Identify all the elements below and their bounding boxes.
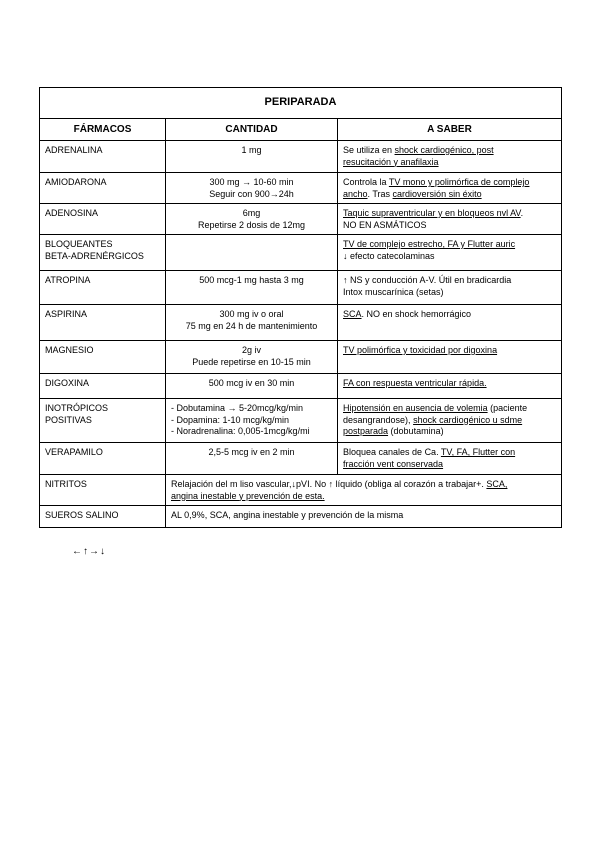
drug-name: ATROPINA <box>45 275 91 285</box>
amount-cell <box>166 374 338 399</box>
info-cell <box>338 341 562 374</box>
drug-name: VERAPAMILO <box>45 447 103 457</box>
info-text: Relajación del m liso vascular,↓pVI. No ↑ líquido (obliga al corazón a trabajar+. <box>171 479 487 489</box>
table-row <box>40 235 562 271</box>
info-line <box>343 459 556 471</box>
drug-cell <box>40 204 166 235</box>
info-line <box>343 287 556 299</box>
info-text: NO EN ASMÁTICOS <box>343 219 427 230</box>
info-text: cardioversión sin éxito <box>392 188 482 199</box>
info-cell <box>338 443 562 475</box>
amount-text: Puede repetirse en 10-15 min <box>192 356 311 367</box>
drug-name: MAGNESIO <box>45 345 94 355</box>
drug-name: POSITIVAS <box>45 414 92 425</box>
drug-cell <box>40 443 166 475</box>
header-cantidad: CANTIDAD <box>166 119 338 141</box>
info-cell <box>338 271 562 305</box>
info-line <box>343 345 556 357</box>
info-line <box>343 447 556 459</box>
amount-cell <box>166 341 338 374</box>
table-row <box>40 475 562 506</box>
amount-cell <box>166 271 338 305</box>
periparada-table <box>39 87 562 528</box>
info-cell <box>338 173 562 204</box>
info-line <box>343 208 556 220</box>
info-line <box>343 251 556 263</box>
drug-name: ADRENALINA <box>45 145 103 155</box>
description-cell <box>166 475 562 506</box>
table-row <box>40 399 562 443</box>
drug-cell <box>40 399 166 443</box>
info-text: Taquic supraventricular y en bloqueos nvl AV <box>343 208 521 218</box>
amount-cell <box>166 204 338 235</box>
info-text: Controla la <box>343 177 389 187</box>
amount-text: 300 mg → 10-60 min <box>209 177 294 187</box>
info-text: ↑ NS y conducción A-V. Útil en bradicardia <box>343 275 512 285</box>
table-row <box>40 341 562 374</box>
info-cell <box>338 399 562 443</box>
header-farmacos: FÁRMACOS <box>40 119 166 141</box>
amount-text: 500 mcg-1 mg hasta 3 mg <box>199 275 304 285</box>
info-line <box>171 510 556 522</box>
header-a-saber: A SABER <box>338 119 562 141</box>
drug-cell <box>40 235 166 271</box>
drug-name: INOTRÓPICOS <box>45 403 109 413</box>
drug-name: DIGOXINA <box>45 378 90 388</box>
table-row <box>40 141 562 173</box>
table-body <box>40 141 562 528</box>
amount-text: 500 mcg iv en 30 min <box>208 378 295 388</box>
info-cell <box>338 235 562 271</box>
drug-cell <box>40 506 166 528</box>
info-text: TV mono y polimórfica de complejo <box>388 177 530 187</box>
drug-name: SUEROS SALINO <box>45 510 119 520</box>
info-text: (dobutamina) <box>388 426 444 436</box>
info-text: resucitación y anafilaxia <box>343 156 439 167</box>
info-text: fracción vent conservada <box>343 458 444 469</box>
info-text: FA con respuesta ventricular rápida. <box>343 378 487 388</box>
drug-cell <box>40 374 166 399</box>
amount-text: - Dopamina: 1-10 mcg/kg/min <box>171 414 290 425</box>
info-text: Hipotensión en ausencia de volemia <box>343 403 488 413</box>
table-row <box>40 443 562 475</box>
drug-cell <box>40 475 166 506</box>
drug-cell <box>40 141 166 173</box>
info-line <box>343 177 556 189</box>
drug-name: NITRITOS <box>45 479 87 489</box>
amount-text: 300 mg iv o oral <box>219 309 284 319</box>
info-cell <box>338 374 562 399</box>
amount-text: 75 mg en 24 h de mantenimiento <box>185 320 318 331</box>
info-text: shock cardiogénico u sdme <box>413 414 523 425</box>
table-row <box>40 271 562 305</box>
info-text: Intox muscarínica (setas) <box>343 286 444 297</box>
info-line <box>343 426 556 438</box>
amount-cell <box>166 173 338 204</box>
drug-cell <box>40 271 166 305</box>
info-text: TV, FA, Flutter con <box>440 447 516 457</box>
amount-text: 6mg <box>242 208 261 218</box>
amount-text: Seguir con 900→24h <box>209 188 294 199</box>
info-line <box>171 479 556 491</box>
amount-text: - Dobutamina → 5-20mcg/kg/min <box>171 403 304 413</box>
info-text: . <box>520 208 524 218</box>
info-text: postparada <box>343 426 389 436</box>
table-row <box>40 173 562 204</box>
amount-text: 2,5-5 mcg iv en 2 min <box>208 447 295 457</box>
footer-arrows: ←↑→↓ <box>72 546 106 557</box>
info-text: TV polimórfica y toxicidad por digoxina <box>343 345 498 355</box>
amount-cell <box>166 141 338 173</box>
description-cell <box>166 506 562 528</box>
info-line <box>343 239 556 251</box>
info-line <box>343 220 556 232</box>
drug-name: ADENOSINA <box>45 208 99 218</box>
amount-text: - Noradrenalina: 0,005-1mcg/kg/mi <box>171 426 310 436</box>
info-text: ↓ efecto catecolaminas <box>343 250 435 261</box>
info-line <box>343 189 556 201</box>
info-line <box>343 157 556 169</box>
table-title: PERIPARADA <box>40 88 562 119</box>
amount-text: 2g iv <box>241 345 261 355</box>
amount-cell <box>166 399 338 443</box>
drug-cell <box>40 305 166 341</box>
drug-cell <box>40 173 166 204</box>
info-cell <box>338 204 562 235</box>
info-text: (paciente <box>487 403 528 413</box>
info-cell <box>338 305 562 341</box>
info-text: AL 0,9%, SCA, angina inestable y prevención de la misma <box>171 510 404 520</box>
info-text: TV de complejo estrecho, FA y Flutter auric <box>343 239 516 249</box>
drug-name: BETA-ADRENÉRGICOS <box>45 250 144 261</box>
info-line <box>343 145 556 157</box>
amount-cell <box>166 305 338 341</box>
info-line <box>343 309 556 321</box>
info-line <box>343 378 556 390</box>
table-row <box>40 506 562 528</box>
drug-name: BLOQUEANTES <box>45 239 113 249</box>
info-text: . Tras <box>367 188 393 199</box>
info-text: desangrandose), <box>343 414 414 425</box>
table-row <box>40 374 562 399</box>
info-cell <box>338 141 562 173</box>
info-line <box>343 403 556 415</box>
info-text: shock cardiogénico, post <box>394 145 494 155</box>
amount-cell <box>166 235 338 271</box>
drug-cell <box>40 341 166 374</box>
info-text: Bloquea canales de Ca. <box>343 447 441 457</box>
info-text: ancho <box>343 188 368 199</box>
amount-text: Repetirse 2 dosis de 12mg <box>197 219 306 230</box>
info-line <box>171 491 556 503</box>
info-text: . NO en shock hemorrágico <box>361 309 472 319</box>
drug-name: AMIODARONA <box>45 177 107 187</box>
table-row <box>40 204 562 235</box>
info-text: Se utiliza en <box>343 145 395 155</box>
info-line <box>343 415 556 427</box>
amount-cell <box>166 443 338 475</box>
amount-text: 1 mg <box>241 145 262 155</box>
drug-name: ASPIRINA <box>45 309 88 319</box>
info-text: SCA, <box>486 479 508 489</box>
info-text: SCA <box>343 309 362 319</box>
info-text: angina inestable y prevención de esta. <box>171 490 325 501</box>
info-line <box>343 275 556 287</box>
table-row <box>40 305 562 341</box>
